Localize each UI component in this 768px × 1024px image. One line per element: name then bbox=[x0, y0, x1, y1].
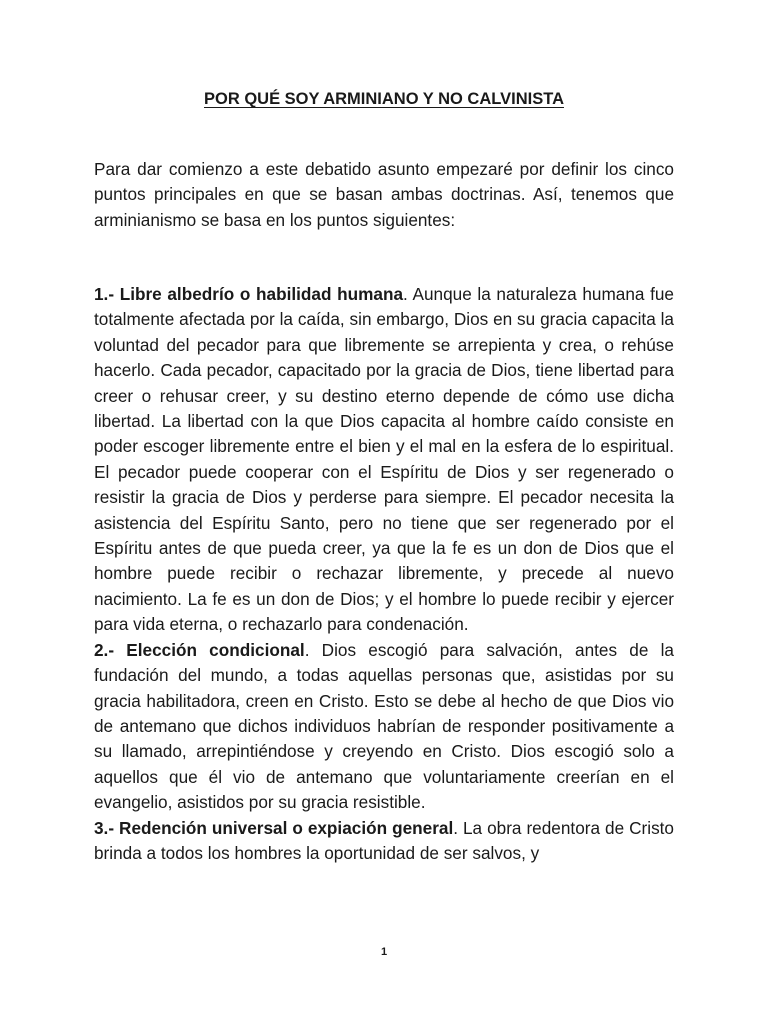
page-number: 1 bbox=[380, 946, 388, 958]
document-title: POR QUÉ SOY ARMINIANO Y NO CALVINISTA bbox=[204, 90, 564, 108]
intro-text: Para dar comienzo a este debatido asunto empezaré por definir los cinco puntos principales en que se basan ambas doctrinas. Así, tenemos que arminianismo se basa en los puntos siguientes: bbox=[94, 159, 674, 230]
point-heading: 2.- Elección condicional bbox=[94, 639, 305, 660]
point-paragraph bbox=[94, 282, 674, 638]
intro-paragraph bbox=[94, 157, 674, 233]
point-heading: 3.- Redención universal o expiación general bbox=[94, 817, 454, 838]
point-paragraph bbox=[94, 638, 674, 816]
points-section bbox=[94, 282, 674, 866]
point-text: . Dios escogió para salvación, antes de la fundación del mundo, a todas aquellas personas que, asistidas por su gracia habilitadora, creen en Cristo. Esto se debe al hecho de que Dios vio de antemano que dichos individuos habrían de responder positivamente a su llamado, arrepintiéndose y creyendo en Cristo. Dios escogió solo a aquellos que él vio de antemano que voluntariamente creerían en el evangelio, asistidos por su gracia resistible. bbox=[94, 639, 674, 813]
point-text: . Aunque la naturaleza humana fue totalmente afectada por la caída, sin embargo, Dios en su gracia capacita la voluntad del pecador para que libremente se arrepienta y crea, o rehúse hacerlo. Cada pecador, capacitado por la gracia de Dios, tiene libertad para creer o rehusar creer, y su destino eterno depende de cómo use dicha libertad. La libertad con la que Dios capacita al hombre caído consiste en poder escoger libremente entre el bien y el mal en la esfera de lo espiritual. El pecador puede cooperar con el Espíritu de Dios y ser regenerado o resistir la gracia de Dios y perderse para siempre. El pecador necesita la asistencia del Espíritu Santo, pero no tiene que ser regenerado por el Espíritu antes de que pueda creer, ya que la fe es un don de Dios que el hombre puede recibir o rechazar libremente, y precede al nuevo nacimiento. La fe es un don de Dios; y el hombre lo puede recibir y ejercer para vida eterna, o rechazarlo para condenación. bbox=[94, 284, 674, 635]
point-paragraph bbox=[94, 816, 674, 867]
point-heading: 1.- Libre albedrío o habilidad humana bbox=[94, 284, 404, 304]
point-text: . La obra redentora de Cristo brinda a todos los hombres la oportunidad de ser salvos, y bbox=[94, 817, 674, 863]
